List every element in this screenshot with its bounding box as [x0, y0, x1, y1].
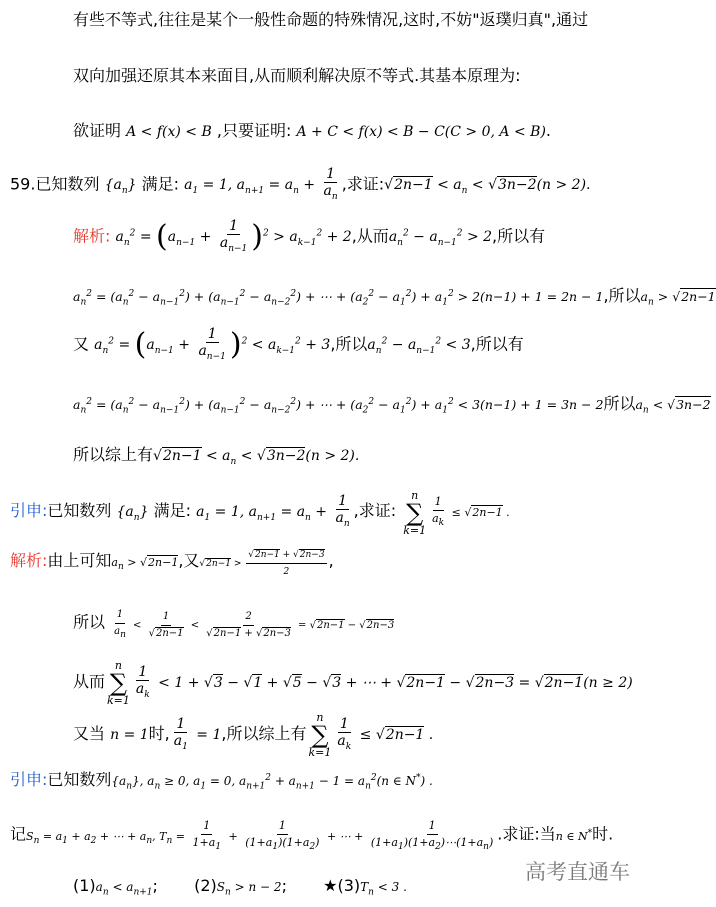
item-label: (2)	[194, 876, 217, 895]
text: ,所以综上有	[221, 724, 307, 743]
text: ,所以有	[492, 226, 546, 246]
star-icon: ★	[323, 876, 338, 895]
formula: $a_n < a_{n+1}$	[95, 880, 153, 898]
recurrence-formula: $a_1 = 1$, $a_{n+1} = a_n$ + $\frac{1}{a_n}$	[184, 166, 338, 202]
formula: $T_n < 3$ .	[360, 880, 407, 898]
text: 从而	[73, 672, 106, 691]
text: 由上可知	[47, 551, 112, 570]
sequence-symbol: $\{a_n\}$	[116, 504, 149, 523]
extension-2	[10, 768, 433, 796]
intro-line-2: 双向加强还原其本来面目,从而顺利解决原不等式.其基本原理为:	[73, 66, 521, 85]
text: 又	[73, 334, 90, 354]
text: 所以	[73, 612, 106, 632]
intro-line-3	[73, 121, 551, 142]
intro-period: .	[545, 121, 551, 140]
extension-colon: :	[42, 501, 48, 520]
formula: n ∈ N*	[555, 827, 593, 843]
intro-line-1: 有些不等式,往往是某个一般性命题的特殊情况,这时,不妨"返璞归真",通过	[73, 10, 589, 29]
formula: $a_n^2 = (a_n^2 - a_{n-1}^2) + (a_{n-1}^2 - a_{n-2}^2)$ + ⋯ + $(a_2^2 - a_1^2) + a_1^2 > 2(n-1) + 1 = 2n - 1$	[73, 289, 604, 308]
formula: $a_n > √2n-1$	[111, 556, 179, 573]
text: ,所以	[603, 286, 641, 306]
problem-text: 满足:	[141, 174, 180, 194]
intro-formula-1: A < f(x) < B	[126, 124, 212, 140]
text: ,又	[178, 551, 200, 570]
text: 所以综上有	[73, 445, 154, 464]
solution-2-line-4	[73, 712, 433, 758]
formula: $a_n^2 = (a_{n-1}$ + $\frac{1}{a_{n-1}}$ )$^2 > a_{k-1}^2 + 2$	[115, 218, 352, 255]
formula: $\frac{1}{a_n}$ < $\frac{1}{√2n-1}$ < $\frac{2}{√2n-1 + √2n-3}$ = √2n−1 − √2n−3	[114, 609, 395, 640]
problem-59	[10, 166, 591, 205]
separator: ;	[281, 876, 287, 895]
problem-text: ,求证:	[341, 174, 385, 194]
claim-formula: $√2n-1 < a_n < √3n-2(n > 2)$.	[384, 177, 591, 197]
separator: ;	[152, 876, 158, 895]
solution-2-line-3	[73, 660, 633, 706]
solution-1-line-3	[73, 326, 524, 365]
solution-label: 解析:	[73, 226, 111, 246]
solution-2-line-1: 解析:由上可知$a_n > √2n-1$,又√2n−1 > $\frac{√2n-1 + √2n-3}{2}$ ,	[10, 547, 334, 580]
formula: $a_n > √2n-1$	[640, 289, 716, 308]
formula: $a_n^2 - a_{n-1}^2 < 3$	[367, 336, 471, 357]
problem-number: 59.	[10, 174, 36, 194]
text: 满足:	[153, 501, 191, 520]
text: 时,	[148, 724, 170, 743]
formula: n ∑ k=1 $\frac{1}{a_k}$ ≤ √2n−1 .	[403, 489, 510, 537]
solution-1-line-5	[73, 445, 359, 472]
formula: $S_n > n - 2$	[216, 880, 282, 898]
formula: $√2n-1 < a_n < √3n-2(n > 2)$.	[153, 448, 360, 467]
formula: $\frac{1}{a_1}$ = 1	[173, 715, 222, 752]
formula: √2n−1 > $\frac{√2n-1 + √2n-3}{2}$	[199, 559, 328, 569]
extension-2-line-2	[10, 818, 613, 855]
text: .求证:当	[497, 824, 556, 844]
solution-1-line-2	[73, 284, 716, 313]
text: ,所以	[330, 334, 368, 354]
intro-text: 欲证明	[73, 121, 122, 140]
sequence-symbol: $\{a_n\}$	[104, 177, 137, 197]
extension-1	[10, 490, 510, 536]
formula: $S_n = a_1 + a_2$ + ⋯ + $a_n$, $T_n$ = $\frac{1}{1+a_1}$ + $\frac{1}{(1+a_1)(1+a_2)}$ + ⋯ + $\frac{1}{(1+a_1)(1+a_2)\cdots(1+a_n)}$	[26, 819, 494, 853]
text: 已知数列	[47, 501, 112, 520]
formula: $a_1 = 1$, $a_{n+1} = a_n$ + $\frac{1}{a_n}$	[196, 492, 350, 529]
formula: n = 1	[110, 727, 149, 743]
extension-2-items	[73, 876, 407, 902]
text: 已知数列	[47, 770, 112, 789]
intro-text: ,只要证明:	[216, 121, 292, 140]
text: 时.	[592, 824, 614, 844]
formula: $\{a_n\}$, $a_n \ge 0$, $a_1 = 0$, $a_{n+1}^2 + a_{n+1} - 1 = a_n^2(n$ ∈ N*) .	[111, 773, 433, 792]
solution-label: 解析:	[10, 551, 48, 570]
text: 所以	[603, 394, 636, 414]
item-label: (3)	[337, 876, 361, 895]
extension-label: 引申	[10, 770, 43, 789]
formula: $a_n^2 = (a_n^2 - a_{n-1}^2) + (a_{n-1}^2 - a_{n-2}^2)$ + ⋯ + $(a_2^2 - a_1^2) + a_1^2 < 3(n-1) + 1 = 3n - 2$	[73, 397, 604, 416]
problem-text: 已知数列	[35, 174, 100, 194]
text: ,求证:	[353, 501, 397, 520]
text: ,所以有	[470, 334, 524, 354]
solution-1-line-4	[73, 392, 711, 421]
text: ,从而	[351, 226, 389, 246]
intro-formula-2: A + C < f(x) < B − C(C > 0, A < B)	[296, 124, 546, 140]
formula: n ∑ k=1 $\frac{1}{a_k}$ < 1 + √3 − √1 + √5 − √3 + ⋯ + √2n−1 − √2n−3 = √2n−1(n ≥ 2)	[107, 659, 633, 707]
formula: $a_n^2 = (a_{n-1}$ + $\frac{1}{a_{n-1}}$ )$^2 < a_{k-1}^2 + 3$	[94, 326, 331, 363]
text: 又当	[73, 724, 106, 743]
formula: n ∑ k=1 $\frac{1}{a_k}$ ≤ √2n−1 .	[308, 711, 434, 759]
text: 记	[10, 824, 27, 844]
solution-2-line-2	[73, 607, 394, 643]
watermark: 高考直通车	[525, 860, 630, 884]
formula: $a_n^2 - a_{n-1}^2 > 2$	[388, 228, 493, 249]
extension-colon: :	[42, 770, 48, 789]
extension-label: 引申	[10, 501, 43, 520]
formula: $a_n < √3n-2$	[635, 397, 711, 416]
solution-1-line-1	[73, 218, 545, 257]
item-label: (1)	[73, 876, 96, 895]
